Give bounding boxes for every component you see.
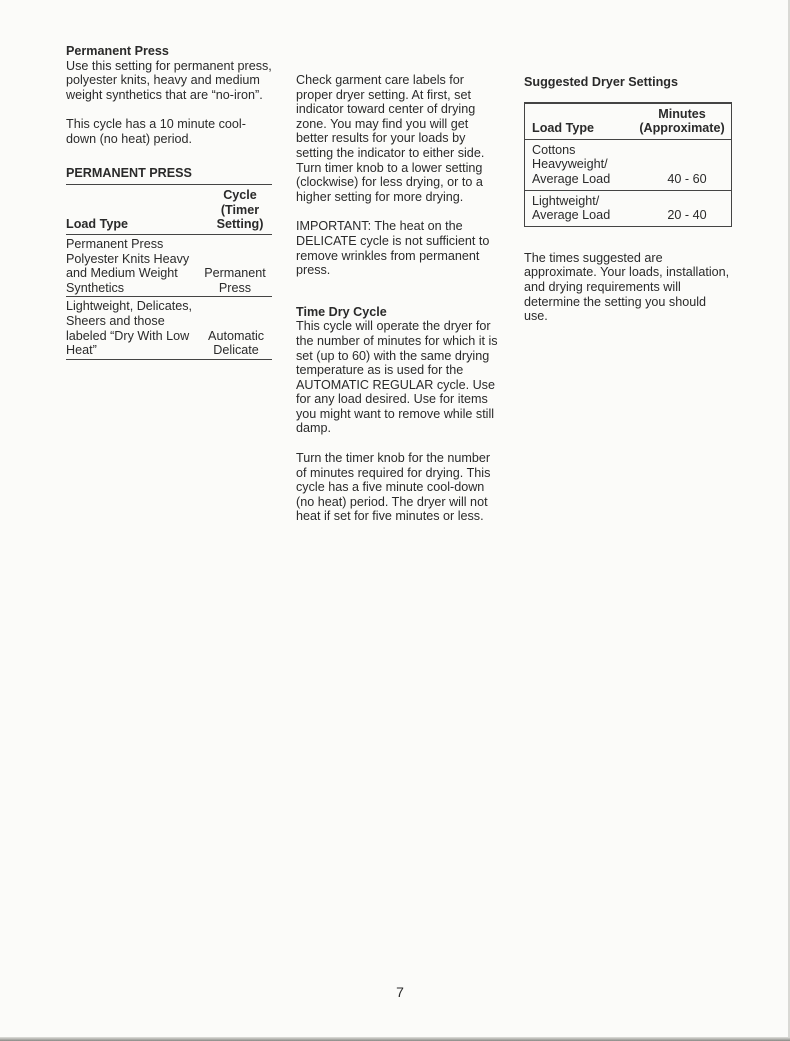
pp-heading: Permanent Press [66,44,169,58]
pp-table-header [66,185,272,235]
care-label-text: Check garment care labels for proper dryer setting. At first, set indicator toward center of drying zone. You may find you will get better results for your loads by setting the indicator to either side. Turn timer knob to a lower setting (clockwise) for less drying, or to a higher setting for more drying. [296,73,485,204]
important-note: IMPORTANT: The heat on the DELICATE cycle is not sufficient to remove wrinkles from permanent press. [296,219,490,278]
page-number: 7 [396,984,404,1000]
sds-row-minutes: 40 - 60 [667,171,707,186]
sds-col-minutes: Minutes (Approximate) [639,106,725,136]
pp-table-row [66,235,272,296]
sds-table-row [525,140,731,190]
sds-table-row [525,190,731,226]
pp-row-load: Permanent Press Polyester Knits Heavy and Medium Weight Synthetics [66,236,190,295]
sds-row-load: Lightweight/ Average Load [532,193,611,223]
right-column [524,44,732,324]
pp-table-row [66,296,272,358]
suggested-settings-note: The times suggested are approximate. Your loads, installation, and drying requirements will determine the setting you should use. [524,250,730,324]
pp-row-setting: Permanent Press [204,266,266,295]
time-dry-heading: Time Dry Cycle [296,304,387,319]
suggested-settings-heading: Suggested Dryer Settings [524,75,678,89]
pp-row-load: Lightweight, Delicates, Sheers and those labeled “Dry With Low Heat” [66,299,193,358]
pp-intro: Use this setting for permanent press, polyester knits, heavy and medium weight synthetics that are “no-iron”. [66,58,272,102]
sds-row-load: Cottons Heavyweight/ Average Load [532,142,611,186]
suggested-settings-table [524,102,732,227]
pp-col-load-type: Load Type [66,217,129,232]
pp-cooldown: This cycle has a 10 minute cool-down (no heat) period. [66,117,246,146]
pp-table-title: PERMANENT PRESS [66,165,192,180]
left-column [66,44,272,360]
sds-col-load-type: Load Type [532,121,595,136]
sds-table-header [525,104,731,140]
time-dry-text: This cycle will operate the dryer for the number of minutes for which it is set (up to 60) with the same drying temperature as is used for the AUTOMATIC REGULAR cycle. Use for any load desired. Use for items you might want to remove while still damp. [296,319,498,436]
pp-col-cycle: Cycle (Timer Setting) [216,188,264,232]
timer-knob-text: Turn the timer knob for the number of minutes required for drying. This cycle has a five minute cool-down (no heat) period. The dryer will not heat if set for five minutes or less. [296,451,491,524]
page-edge-bottom [0,1037,790,1041]
sds-row-minutes: 20 - 40 [667,208,707,223]
permanent-press-table [66,184,272,360]
pp-row-setting: Automatic Delicate [208,328,265,358]
middle-column [296,73,502,524]
